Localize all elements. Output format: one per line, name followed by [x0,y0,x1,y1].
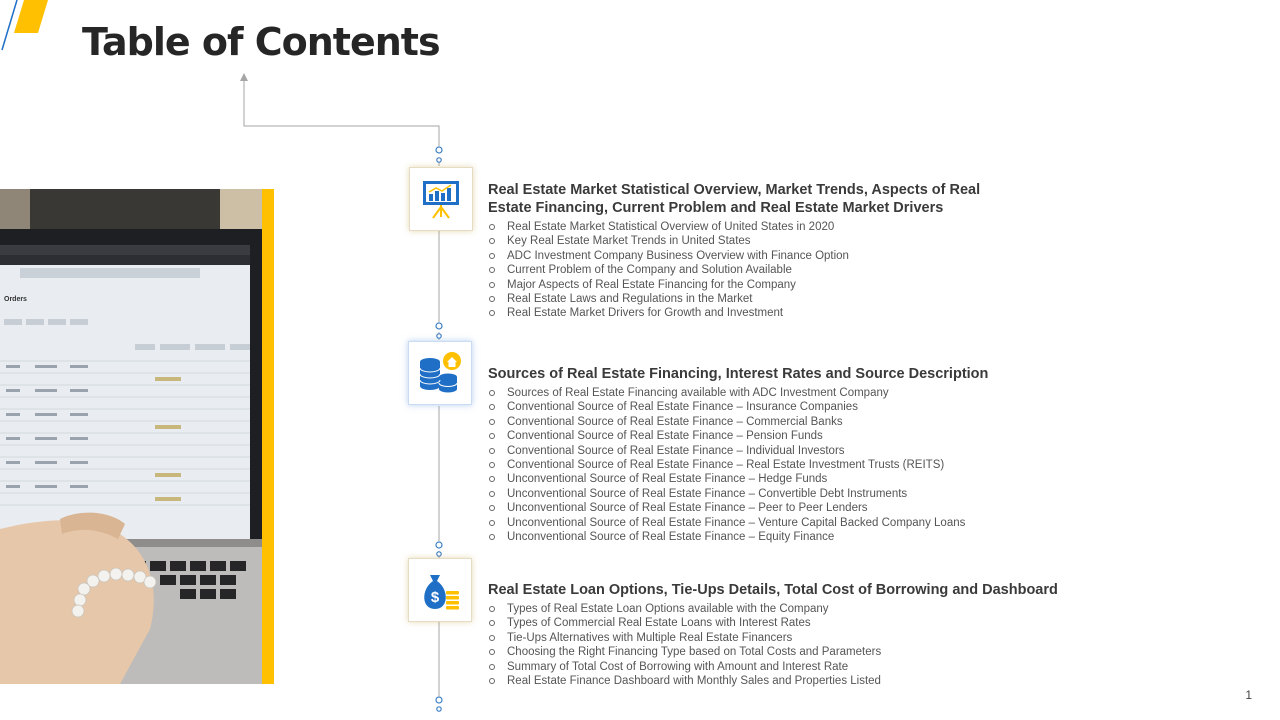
list-item: Conventional Source of Real Estate Finance – Individual Investors [488,444,1108,458]
list-item: Conventional Source of Real Estate Finance – Real Estate Investment Trusts (REITS) [488,458,1108,472]
toc-section-1 [488,181,1108,321]
list-item: Conventional Source of Real Estate Finance – Insurance Companies [488,400,1108,414]
section-3-heading: Real Estate Loan Options, Tie-Ups Details, Total Cost of Borrowing and Dashboard [488,582,1058,598]
section-3-icon-box [408,558,472,622]
section-2-list [488,386,1108,544]
list-item: Unconventional Source of Real Estate Finance – Convertible Debt Instruments [488,487,1108,501]
list-item: Tie-Ups Alternatives with Multiple Real Estate Financers [488,631,1108,645]
list-item: Current Problem of the Company and Solution Available [488,263,1108,277]
list-item: Unconventional Source of Real Estate Finance – Peer to Peer Lenders [488,501,1108,515]
list-item: Key Real Estate Market Trends in United States [488,234,1108,248]
toc-section-3 [488,581,1108,688]
photo-screen-heading: Orders [4,296,27,303]
list-item: Real Estate Market Drivers for Growth and Investment [488,306,1108,320]
laptop-photo [0,189,262,684]
money-bag-icon [417,567,463,613]
section-1-heading: Real Estate Market Statistical Overview, Market Trends, Aspects of Real Estate Financing, Current Problem and Real Estate Market Drivers [488,182,981,216]
list-item: Real Estate Market Statistical Overview of United States in 2020 [488,220,1108,234]
list-item: Unconventional Source of Real Estate Finance – Venture Capital Backed Company Loans [488,516,1108,530]
presentation-chart-icon [419,177,463,221]
svg-text:$: $ [430,589,440,606]
section-2-icon-box [408,341,472,405]
photo-accent-bar [262,189,274,684]
corner-accent-shape [0,0,60,60]
list-item: Real Estate Finance Dashboard with Monthly Sales and Properties Listed [488,674,1108,688]
list-item: Conventional Source of Real Estate Finance – Commercial Banks [488,415,1108,429]
section-1-icon-box [409,167,473,231]
coins-house-icon [417,350,463,396]
section-1-list [488,220,1108,321]
list-item: Unconventional Source of Real Estate Finance – Equity Finance [488,530,1108,544]
list-item: Summary of Total Cost of Borrowing with Amount and Interest Rate [488,660,1108,674]
list-item: Real Estate Laws and Regulations in the Market [488,292,1108,306]
page-title: Table of Contents [82,20,440,64]
toc-section-2 [488,365,1108,544]
list-item: Unconventional Source of Real Estate Finance – Hedge Funds [488,472,1108,486]
section-2-heading: Sources of Real Estate Financing, Interest Rates and Source Description [488,366,989,382]
section-3-list [488,602,1108,688]
list-item: ADC Investment Company Business Overview with Finance Option [488,249,1108,263]
page-number: 1 [1245,688,1252,702]
list-item: Sources of Real Estate Financing available with ADC Investment Company [488,386,1108,400]
list-item: Conventional Source of Real Estate Finance – Pension Funds [488,429,1108,443]
list-item: Major Aspects of Real Estate Financing for the Company [488,278,1108,292]
list-item: Types of Real Estate Loan Options available with the Company [488,602,1108,616]
list-item: Choosing the Right Financing Type based on Total Costs and Parameters [488,645,1108,659]
list-item: Types of Commercial Real Estate Loans with Interest Rates [488,616,1108,630]
